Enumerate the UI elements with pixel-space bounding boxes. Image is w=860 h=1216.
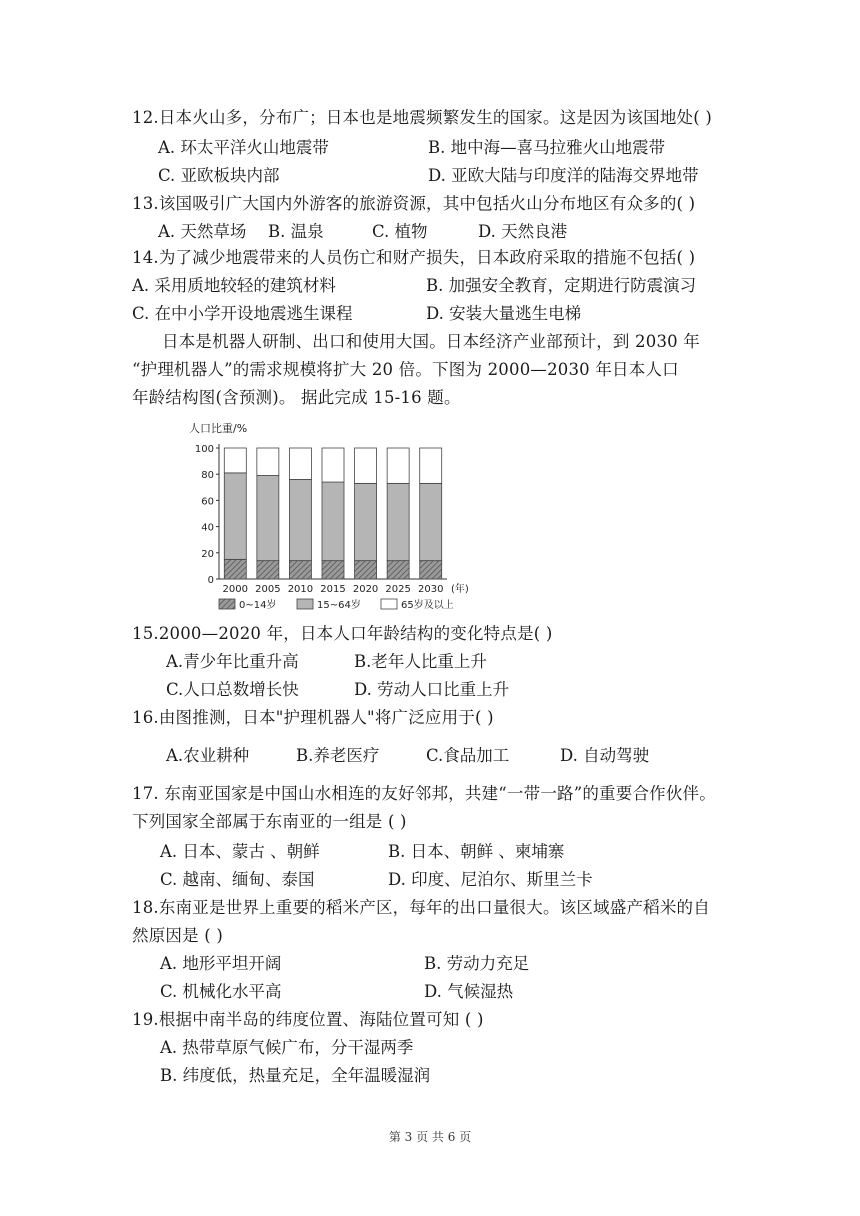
question-16-option-b: B.养老医疗 [296,746,380,765]
chart-y-tick-label: 60 [201,496,214,508]
question-12-option-a: A. 环太平洋火山地震带 [158,138,329,157]
question-15-option-b: B.老年人比重上升 [354,652,487,671]
question-15-option-d: D. 劳动人口比重上升 [354,680,510,699]
chart-y-tick-label: 80 [201,470,214,482]
question-12-option-d: D. 亚欧大陆与印度洋的陆海交界地带 [428,166,699,185]
chart-bar-segment [355,561,377,579]
question-17-stem-line-1: 17. 东南亚国家是中国山水相连的友好邻邦，共建“一带一路”的重要合作伙伴。 [132,784,716,803]
passage-line-1: 日本是机器人研制、出口和使用大国。日本经济产业部预计，到 2030 年 [162,332,700,351]
chart-x-tick-label: 2005 [255,584,281,595]
chart-legend-label: 65岁及以上 [401,600,454,611]
question-17-stem-line-2: 下列国家全部属于东南亚的一组是 ( ) [132,812,407,831]
chart-bar-segment [224,448,246,473]
chart-bar-segment [355,448,377,483]
question-18-option-b: B. 劳动力充足 [424,954,530,973]
question-17-option-d: D. 印度、尼泊尔、斯里兰卡 [388,870,593,889]
chart-legend-swatch [297,599,313,609]
chart-bar-segment [322,482,344,561]
question-13-option-b: B. 温泉 [268,222,324,241]
question-13-option-c: C. 植物 [372,222,428,241]
chart-bar-segment [322,448,344,482]
chart-bar-segment [257,476,279,561]
question-18-option-c: C. 机械化水平高 [160,982,282,1001]
question-15-option-a: A.青少年比重升高 [166,652,299,671]
chart-bar-segment [420,448,442,483]
question-13-option-d: D. 天然良港 [478,222,568,241]
chart-bar-segment [257,448,279,476]
question-14-option-d: D. 安装大量逃生电梯 [426,304,582,323]
question-18-stem-line-2: 然原因是 ( ) [132,926,223,945]
question-16-option-d: D. 自动驾驶 [560,746,650,765]
question-12-option-c: C. 亚欧板块内部 [158,166,280,185]
question-19-option-a: A. 热带草原气候广布，分干湿两季 [160,1038,414,1057]
question-13-stem: 13.该国吸引广大国内外游客的旅游资源，其中包括火山分布地区有众多的( ) [132,194,696,213]
chart-y-tick-label: 100 [194,444,214,455]
chart-bar-segment [387,561,409,579]
chart-y-tick-label: 20 [201,548,214,560]
chart-x-unit-label: (年) [451,584,469,595]
chart-x-tick-label: 2000 [222,584,249,595]
chart-x-tick-label: 2030 [417,584,444,595]
chart-bar-segment [420,561,442,579]
chart-bar-segment [420,483,442,560]
chart-legend-swatch [381,599,397,609]
chart-x-tick-label: 2015 [320,584,346,595]
chart-bar-segment [224,473,246,559]
question-17-option-b: B. 日本、朝鲜 、柬埔寨 [388,842,565,861]
question-14-option-a: A. 采用质地较轻的建筑材料 [132,276,336,295]
chart-bar-segment [387,448,409,483]
question-18-option-a: A. 地形平坦开阔 [160,954,282,973]
page-footer: 第 3 页 共 6 页 [388,1130,472,1144]
chart-bar-segment [289,448,311,479]
question-18-option-d: D. 气候湿热 [424,982,514,1001]
chart-y-tick-label: 40 [201,522,214,534]
question-16-option-a: A.农业耕种 [166,746,250,765]
chart-y-tick-label: 0 [207,575,214,586]
question-12-stem: 12.日本火山多，分布广；日本也是地震频繁发生的国家。这是因为该国地处( ) [132,108,712,127]
population-age-structure-chart [185,418,475,613]
chart-legend-label: 15~64岁 [317,600,361,611]
question-16-option-c: C.食品加工 [426,746,510,765]
question-13-option-a: A. 天然草场 [158,222,247,241]
question-19-option-b: B. 纬度低，热量充足，全年温暖湿润 [160,1066,431,1085]
question-14-option-b: B. 加强安全教育，定期进行防震演习 [426,276,697,295]
question-18-stem-line-1: 18.东南亚是世界上重要的稻米产区，每年的出口量很大。该区域盛产稻米的自 [132,898,710,917]
question-19-stem: 19.根据中南半岛的纬度位置、海陆位置可知 ( ) [132,1010,484,1029]
chart-bar-segment [289,561,311,579]
passage-line-2: “护理机器人”的需求规模将扩大 20 倍。下图为 2000—2030 年日本人口 [132,360,679,379]
chart-legend-label: 0~14岁 [239,600,277,611]
chart-bar-segment [387,483,409,560]
chart-bar-segment [257,561,279,579]
chart-bar-segment [289,479,311,560]
question-15-stem: 15.2000—2020 年，日本人口年龄结构的变化特点是( ) [132,624,553,643]
passage-line-3: 年龄结构图(含预测)。 据此完成 15-16 题。 [132,388,461,407]
question-14-option-c: C. 在中小学开设地震逃生课程 [132,304,353,323]
chart-bar-segment [322,561,344,579]
chart-ylabel: 人口比重/% [189,422,248,435]
question-12-option-b: B. 地中海—喜马拉雅火山地震带 [428,138,666,157]
chart-x-tick-label: 2020 [352,584,379,595]
question-17-option-a: A. 日本、蒙古 、朝鲜 [160,842,320,861]
chart-bar-segment [224,559,246,579]
question-17-option-c: C. 越南、缅甸、泰国 [160,870,315,889]
question-16-stem: 16.由图推测，日本"护理机器人"将广泛应用于( ) [132,708,494,727]
chart-x-tick-label: 2010 [287,584,314,595]
chart-bar-segment [355,483,377,560]
chart-x-tick-label: 2025 [385,584,411,595]
question-15-option-c: C.人口总数增长快 [166,680,299,699]
question-14-stem: 14.为了减少地震带来的人员伤亡和财产损失，日本政府采取的措施不包括( ) [132,248,696,267]
chart-legend-swatch [219,599,235,609]
